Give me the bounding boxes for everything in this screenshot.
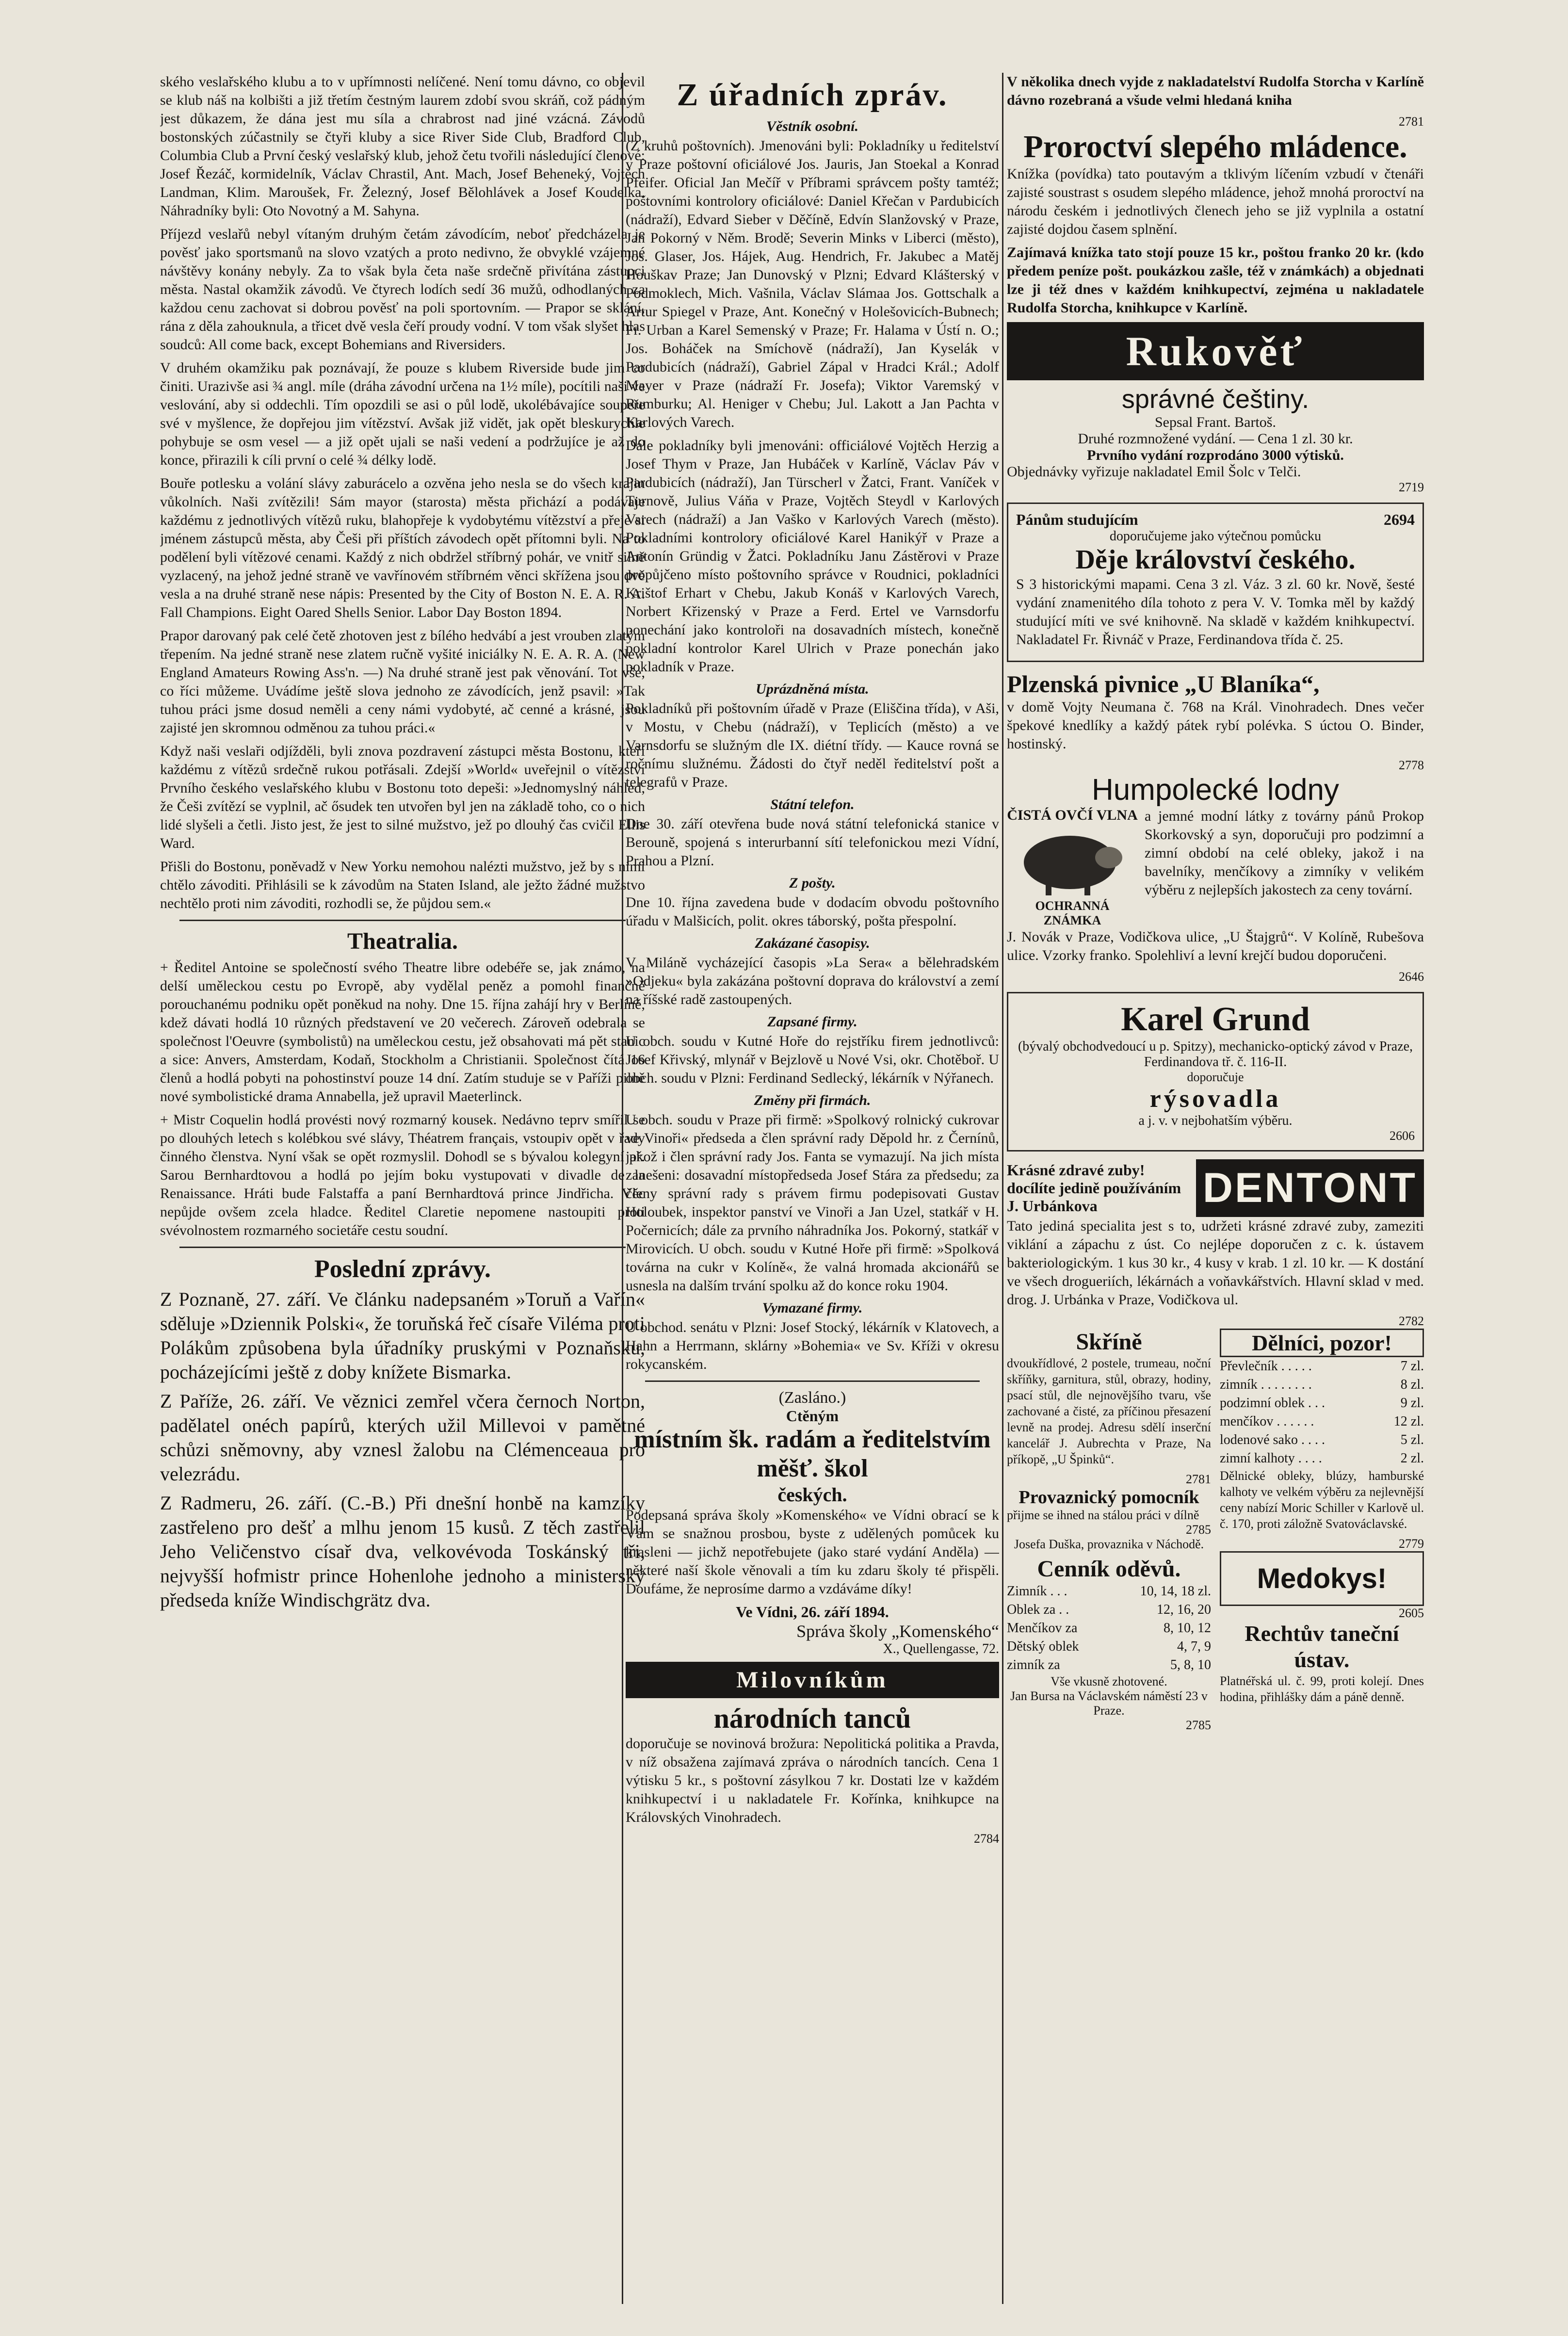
- price-row: [1220, 1357, 1424, 1376]
- product: rýsovadla: [1149, 1085, 1281, 1113]
- article-paragraph: Příjezd veslařů nebyl vítaným druhým četám závodícím, neboť předcházela je pověsť jako sportsmanů na slovo vzatých a proto nedivno, že obvyklé vzájemné návštěvy konány nebyly. Za to však byla četa naše srdečně přivítána zástupci města. Nastal okamžik závodů. Ve čtyrech lodích sedí 36 mužů, odhodlaných za každou cenu zachovat si dobrou pověsť na poli sportovním. — Prapor se sklání, rána z děla zahouknula, a třicet dvě vesla čeří proudy vodní. V tom však slyšet hlas soudců: All come back, except Bohemians and Riversiders.: [160, 226, 645, 353]
- school-ad-title: místním šk. radám a ředitelstvím měšť. škol: [634, 1426, 991, 1482]
- ad-number: 2782: [1399, 1314, 1424, 1328]
- price-row: [1007, 1656, 1211, 1674]
- ad-subtext: doporučujeme jako výtečnou pomůcku: [1109, 529, 1322, 544]
- ad-title: Cenník oděvů.: [1037, 1556, 1181, 1582]
- price-value: 4, 7, 9: [1177, 1639, 1211, 1654]
- ad-number: 2719: [1399, 480, 1424, 494]
- section-divider: [179, 1247, 626, 1248]
- price-label: Menčíkov za: [1007, 1621, 1078, 1636]
- column-left: [160, 73, 645, 1617]
- article-paragraph: ského veslařského klubu a to v upřímnosti nelíčené. Není tomu dávno, co objevil se klub náš na kolbišti a již třetím čestným laurem zdobí svou skráň, což pádným jest důkazem, že dána jest mu síla a chrabrost nad jiné vzácná. Závodů bostonských zúčastnily se čtyři kluby a sice River Side Club, Bradford Club, Columbia Club a První český veslařský klub, jehož četu tvořili následující členové: Josef Řezáč, kormidelník, Václav Chrastil, Ant. Mach, Josef Beheneký, Vojtěch Landman, Klim. Maroušek, Fr. Železný, Josef Bělohlávek a Josef Koudelka. Náhradníky byli: Oto Novotný a M. Sahyna.: [160, 74, 645, 219]
- deje-ad: [1007, 503, 1424, 662]
- ad-number: 2784: [974, 1832, 999, 1846]
- column-right: [1007, 73, 1424, 1733]
- author: Sepsal Frant. Bartoš.: [1155, 414, 1276, 430]
- note: Prvního vydání rozprodáno 3000 výtisků.: [1087, 447, 1344, 463]
- ad-headline: Pánům studujícím: [1016, 511, 1138, 528]
- news-item: Z Radmeru, 26. září. (C.-B.) Při dnešní honbě na kamzíky zastřeleno pro dešť a mlhu jenom 15 kusů. Z těch zastřelil Jeho Veličenstvo císař dva, velkovévoda Toskánský tři, nejvyšší hofmistr prince Hohenlohe jednoho a ministerský předseda kníže Windischgrätz dva.: [160, 1492, 645, 1611]
- ad-left: [1007, 1329, 1211, 1733]
- signature: Správa školy „Komenského“: [796, 1622, 999, 1641]
- subheading: Zapsané firmy.: [767, 1014, 857, 1030]
- section-divider: [179, 920, 626, 921]
- school-ad-subtitle: českých.: [777, 1484, 847, 1506]
- ad-text: Platnéřská ul. č. 99, proti kolejí. Dnes hodina, přihlášky dám a páně denně.: [1220, 1674, 1424, 1704]
- price-label: zimník . . . . . . . .: [1220, 1377, 1312, 1392]
- ad-text: dvoukřídlové, 2 postele, trumeau, noční skříňky, garnitura, stůl, obrazy, hodiny, psací stůl, dle nejnovějšího tvaru, vše zachované a čisté, za příčinou přesazení levně na prodej. Adresu sdělí inserční kancelář J. Aubrechta v Praze, Na příkopě, „U Špinků“.: [1007, 1356, 1211, 1466]
- article-paragraph: Dále pokladníky byli jmenováni: officiálové Vojtěch Herzig a Josef Thym v Praze, Jan Hubáček v Karlíně, Václav Páv v Pardubicích (nádraží), Jan Türscherl v Žatci, Frant. Vaníček v Turnově, Julius Váňa v Praze, Vojtěch Steydl v Karlových Varech (nádraží) a Jan Vaško v Karlových Varech (město). Pokladními kontrolory oficiálové Karel Hanikýř v Praze a Antonín Gründig v Žatci. Pokladníku Janu Zástěrovi v Praze propůjčeno místo poštovního správce v Roudnici, pokladníci Krištof Erhart v Chebu, Jakub Konáš v Karlových Varech, Norbert Křizenský v Praze a Ferd. Ertel ve Varnsdorfu ponechání jako kontroloři na dosavadních místech, konečně pokladní kontrolor Karel Ulrich v Praze ponechán jako pokladník v Praze.: [626, 438, 999, 675]
- humpolec-title: Humpolecké lodny: [1091, 773, 1340, 807]
- subheading: Vymazané firmy.: [762, 1300, 863, 1316]
- address: X., Quellengasse, 72.: [883, 1641, 999, 1656]
- ad-number: 2778: [1399, 758, 1424, 772]
- news-item: Z Paříže, 26. září. Ve věznici zemřel včera černoch Norton, padělatel onéch papírů, kterých užil Millevoi v pamětné schůzi sněmovny, aby vznesl žalobu na Clémenceaua pro velezrádu.: [160, 1390, 645, 1485]
- wool-logo: [1007, 807, 1138, 928]
- ad-title: Provaznický pomocník: [1018, 1487, 1199, 1508]
- price-value: 8, 10, 12: [1164, 1621, 1211, 1636]
- rukovet-subtitle: správné češtiny.: [1121, 385, 1309, 414]
- address-label: Ctěným: [786, 1407, 839, 1425]
- subheading: Věstník osobní.: [766, 118, 859, 134]
- ad-number: 2605: [1399, 1606, 1424, 1620]
- column-rule: [1002, 73, 1003, 2304]
- ad-text: Dělnické obleky, blúzy, hamburské kalhoty ve velkém výběru za nejlevnější ceny nabízí Moric Schiller v Karlově ul. č. 170, proti záložně Svatováclavské.: [1220, 1469, 1424, 1531]
- book-title: Děje království českého.: [1075, 545, 1356, 575]
- article-paragraph: Prapor darovaný pak celé četě zhotoven jest z bílého hedvábí a jest vrouben zlatým třepením. Na jedné straně nese zlatem ručně vyšité iniciálky N. E. A. R. A. (New England Amateurs Rowing Ass'n. —) Na druhé straně jest pak věnování. Tot vše, co říci můžeme. Uvádíme ještě slova jednoho ze závodících, jenž psavil: »Tak tuhou práci jsme dosud neměli a ceny námi vydobyté, ač cenné a krásné, jsou zajisté jen skromnou odměnou za tuhou práci.«: [160, 628, 645, 736]
- order-info: Objednávky vyřizuje nakladatel Emil Šolc v Telči.: [1007, 464, 1301, 480]
- subheading: Uprázdněná místa.: [756, 681, 869, 697]
- section-heading-urad: Z úřadních zpráv.: [677, 77, 948, 113]
- article-paragraph: Dne 10. října zavedena bude v dodacím obvodu poštovního úřadu v Malšicích, polit. okres táborský, pošta přespolní.: [626, 894, 999, 929]
- price-value: 10, 14, 18 zl.: [1140, 1584, 1211, 1599]
- logo-label: ČISTÁ OVČÍ VLNA: [1007, 807, 1138, 823]
- ad-number: 2606: [1390, 1129, 1415, 1143]
- article-paragraph: Pokladníků při poštovním úřadě v Praze (Eliščina třída), v Aši, v Mostu, v Chebu (nádraží), v Teplicích (město) a ve Varnsdorfu se služným dle IX. diétní třídy. — Kauce rovná se ročnímu služnému. Žádosti do čtyř neděl ředitelství pošt a telegrafů v Praze.: [626, 700, 999, 790]
- ad-title: Dělníci, pozor!: [1220, 1329, 1424, 1357]
- dance-ad-title: národních tanců: [713, 1703, 911, 1734]
- price-row: [1007, 1582, 1211, 1601]
- price-label: Převlečník . . . . .: [1220, 1359, 1312, 1374]
- ad-text: J. Novák v Praze, Vodičkova ulice, „U Štajgrů“. V Kolíně, Rubešova ulice. Vzorky franko. Spolehliví a levní krejčí budou doporučeni.: [1007, 929, 1424, 963]
- price-label: Dětský oblek: [1007, 1639, 1079, 1654]
- article-paragraph: V druhém okamžiku pak poznávají, že pouze s klubem Riverside bude jim co činiti. Urazivše asi ¾ angl. míle (dráha závodní určena na 1½ míle), pocítili naši ve veslování, aby si oddechli. Tím opozdili se asi o půl lodě, ukolébávajíce soupeře své v myšlence, že dopřejou jim vítězství. Avšak již vidět, jak opět bleskurychle pohybuje se osm vesel — a již opět ujali se naši vedení a podržujíce je až do konce, přirazili k cíli první o celé ¾ délky lodě.: [160, 360, 645, 468]
- price-value: 5, 8, 10: [1170, 1657, 1211, 1672]
- zaslano-label: (Zasláno.): [778, 1389, 846, 1407]
- ad-number: 2785: [1186, 1718, 1211, 1732]
- rukovet-banner: Rukověť: [1007, 322, 1424, 380]
- price-value: 12, 16, 20: [1157, 1602, 1211, 1617]
- subheading: Z pošty.: [789, 875, 836, 891]
- sheep-icon: [1017, 824, 1128, 896]
- company-desc: (bývalý obchodvedoucí u p. Spitzy), mechanicko-optický závod v Praze, Ferdinandova tř. č. 116-II.: [1018, 1039, 1413, 1070]
- ad-number: 2781: [1399, 114, 1424, 129]
- note: Vše vkusně zhotovené.: [1051, 1674, 1167, 1688]
- ad-text: S 3 historickými mapami. Cena 3 zl. Váz. 3 zl. 60 kr. Nově, šesté vydání znamenitého díla tohoto z pera V. V. Tomka měl by každý studující míti ve své knihovně. Na skladě v každém knihkupectví. Nakladatel Fr. Řivnáč v Praze, Ferdinandova třída č. 25.: [1016, 576, 1415, 648]
- price-value: 5 zl.: [1400, 1432, 1424, 1447]
- price-value: 7 zl.: [1400, 1359, 1424, 1374]
- price-label: zimní kalhoty . . . .: [1220, 1451, 1322, 1466]
- article-paragraph: + Mistr Coquelin hodlá provésti nový rozmarný kousek. Nedávno teprv smířil se po dlouhých letech s kolébkou své slávy, Théatrem français, vstoupiv opět v řady činného členstva. Nyní však se opět rozmyslil. Dohodl se s bývalou kolegyní př. Sarou Bernhardtovou a hodlá po jejím boku vystupovati v divadle de la Renaissance. Hráti bude Falstaffa a paní Bernhardtová prince Jindřicha. Věc nepůjde ovšem zcela hladce. Ředitel Claretie nepomene nastoupiti proti svévolnostem rozmarného societáře cestu soudní.: [160, 1112, 645, 1238]
- article-paragraph: Když naši veslaři odjížděli, byli znova pozdravení zástupci města Bostonu, kteří každému z vítězů srdečně rukou potřásali. Zdejší »World« uveřejnil o vítězství Prvního českého veslařského klubu v Bostonu toto depeši: »Jednomyslný náhled, že Češi zvítězí se vyplnil, ač ősudek ten utvořen byl jen na základě toho, co o nich lidé slyšeli a četli. Jisto jest, že jest to silné mužstvo, jež po dlouhý čas cvičil Ellis Ward.: [160, 743, 645, 851]
- ad-headline: Krásné zdravé zuby! docílíte jedině používáním J. Urbánkova: [1007, 1161, 1181, 1215]
- ad-text: Tato jediná specialita jest s to, udržeti krásné zdravé zuby, zameziti viklání a zápachu z úst. Co nejlépe doporučen z c. k. ústavem bakteriologickým. 1 kus 30 kr., 4 kusy v krab. 1 zl. 10 kr. — K dostání ve všech drogueriích, lékárnách a voňavkářstvích. Hlavní sklad v med. drog. J. Urbánka v Praze, Vodičkova ul.: [1007, 1218, 1424, 1308]
- ad-text: přijme se ihned na stálou práci v dílně: [1007, 1508, 1199, 1522]
- news-item: Z Poznaně, 27. září. Ve článku nadepsaném »Toruň a Vařín« sděluje »Dziennik Polski«, že toruňská řeč císaře Viléma proti Polákům způsobena byla úřadníky pruskými v Poznaňsku, pocházejícími ještě z doby knížete Bismarka.: [160, 1288, 645, 1383]
- ad-title: Rechtův taneční ústav.: [1245, 1621, 1399, 1672]
- book-title: Proroctví slepého mládence.: [1023, 129, 1407, 164]
- subheading: Zakázané časopisy.: [755, 935, 870, 951]
- ad-text: v domě Vojty Neumana č. 768 na Král. Vinohradech. Dnes večer špekové knedlíky a každý pátek rybí polévka. S úctou O. Binder, hostinský.: [1007, 699, 1424, 752]
- subheading: Změny při firmách.: [754, 1092, 871, 1108]
- ad-number: 2694: [1384, 511, 1415, 528]
- price-value: 2 zl.: [1400, 1451, 1424, 1466]
- price-row: [1220, 1394, 1424, 1412]
- price-label: Zimník . . .: [1007, 1584, 1067, 1599]
- price-list: [1220, 1357, 1424, 1468]
- article-paragraph: U obch. soudu v Praze při firmě: »Spolkový rolnický cukrovar ve Vinoři« předseda a člen správní rady Děpold hr. z Černínů, jakož i člen správní rady Jos. Fanta se vymazují. Na jich místa zanešeni: dosavadní místopředseda Josef Stára za předsedu; za členy správní rady s právem firmu podepisovati Gustav Holoubek, inspektor panství ve Vinoři a Jan Uzel, statkář v H. Počernicích; dále za prvního náhradníka Jos. Pokorný, statkář v Mirovicích. U obch. soudu v Kutné Hoře při firmě: »Spolková továrna na cukr v Kolíně«, že valná hromada akcionářů se usnesla na dalším trvání spolku až do konce roku 1904.: [626, 1112, 999, 1294]
- article-paragraph: V Miláně vycházející časopis »La Sera« a bělehradském »Odjeku« byla zakázána poštovní doprava do království a zemí na říšské radě zastoupených.: [626, 955, 999, 1007]
- article-paragraph: U obch. soudu v Kutné Hoře do rejstříku firem jednotlivců: Josef Křivský, mlynář v Bejzlově u Nové Vsi, okr. Chotěboř. U obch. soudu v Plzni: Ferdinand Sedlecký, lékárník v Nýřanech.: [626, 1033, 999, 1086]
- dateline: Ve Vídni, 26. září 1894.: [736, 1603, 889, 1621]
- price-row: [1007, 1601, 1211, 1619]
- signature: Jan Bursa na Václavském náměstí 23 v Praze.: [1010, 1689, 1208, 1718]
- price-row: [1007, 1638, 1211, 1656]
- ad-number: 2779: [1399, 1537, 1424, 1551]
- ad-text: Zajímavá knížka tato stojí pouze 15 kr., poštou franko 20 kr. (kdo předem peníze pošt. poukázkou zašle, též v známkách) a objednati lze ji též dnes v každém knihkupectví, zejména u nakladatele Rudolfa Storcha, knihkupce v Karlíně.: [1007, 244, 1424, 316]
- price-row: [1220, 1449, 1424, 1468]
- ad-number: 2646: [1399, 970, 1424, 984]
- ad-number: 2781: [1186, 1472, 1211, 1486]
- ad-subtext: a j. v. v nejbohatším výběru.: [1138, 1113, 1293, 1128]
- dentont-logo: DENTONT: [1196, 1159, 1424, 1217]
- price-value: 12 zl.: [1393, 1414, 1424, 1429]
- grund-ad: [1007, 992, 1424, 1152]
- article-paragraph: + Ředitel Antoine se společností svého Theatre libre odebéře se, jak známo, na delší uměleckou cestu po Evropě, aby vydělal peněz a pomohl finančně porouchanému podniku opět poněkud na nohy. Dne 15. října zahájí hry v Berlíně, kdež dávati hodlá 10 různých představení ve 20 večerech. Zároveň odebrala se společnost l'Oeuvre (symbolistů) na uměleckou cestu, jež obsahovati má pět stanic a sice: Anvers, Amsterdam, Kodaň, Stockholm a Christianii. Společnost čítá 16 členů a hodlá pobyti na pohostinství pouze 14 dní. Zatím studuje se v Paříži pilně nové symbolistické drama Annabella, jež upravil Maeterlinck.: [160, 959, 645, 1104]
- company-name: Karel Grund: [1121, 1001, 1310, 1038]
- price-row: [1220, 1431, 1424, 1449]
- price-value: 9 zl.: [1400, 1395, 1424, 1411]
- price-label: zimník za: [1007, 1657, 1060, 1672]
- ad-text: a jemné modní látky z továrny pánů Prokop Skorkovský a syn, doporučuji pro podzimní a zimní období na celé obleky, jakož i na bavelníky, menčíkovy a zimníky v velikém výběru z nejlepších jakostech za ceny tovární.: [1145, 808, 1424, 898]
- section-divider: [645, 1380, 980, 1382]
- logo-label: OCHRANNÁ ZNÁMKA: [1035, 899, 1110, 927]
- article-paragraph: Přišli do Bostonu, poněvadž v New Yorku nemohou nalézti mužstvo, jež by s nimi chtělo závoditi. Přihlásili se k závodům na Staten Island, ale ježto žádné mužstvo nechtělo proti nim závoditi, rozhodli se, že půjdou sem.«: [160, 859, 645, 911]
- price-row: [1220, 1412, 1424, 1431]
- article-paragraph: Bouře potlesku a volání slávy zaburácelo a ozvěna jeho nesla se do všech krajin vůkolních. Naši zvítězili! Sám mayor (starosta) města přichází a podávaje každému z jednotlivých vítězů ruku, blahopřeje k vydobytému vítězství a přeje si jménem zástupců města, aby Češi při příštích závodech opět přítomni byli. Na to podělení byli vítězové cenami. Každý z nich obdržel stříbrný pohár, ve vnitř silně vyzlacený, na jehož jedné straně ve vavřínovém stříbrném věnci skřížena jsou dvě vesla a na druhé straně nese nápis: Presented by the City of Boston N. E. A. R. A. Fall Champions. Eight Oared Shells Senior. Labor Day Boston 1894.: [160, 475, 645, 620]
- medokys-logo: Medokys!: [1220, 1551, 1424, 1606]
- ad-title: Skříně: [1076, 1329, 1142, 1355]
- dance-ad-banner: Milovníkům: [626, 1662, 999, 1698]
- section-heading-theatralia: Theatralia.: [347, 928, 458, 954]
- ad-number: 2785: [1186, 1523, 1211, 1537]
- price-label: Oblek za . .: [1007, 1602, 1069, 1617]
- column-middle: [626, 73, 999, 1846]
- price: Druhé rozmnožené vydání. — Cena 1 zl. 30 kr.: [1078, 431, 1353, 447]
- price-row: [1007, 1619, 1211, 1638]
- signature: Josefa Duška, provaznika v Náchodě.: [1014, 1537, 1204, 1551]
- price-label: menčíkov . . . . . .: [1220, 1414, 1314, 1429]
- ad-text: V několika dnech vyjde z nakladatelství Rudolfa Storcha v Karlíně dávno rozebraná a všude velmi hledaná kniha: [1007, 74, 1424, 108]
- article-paragraph: U obchod. senátu v Plzni: Josef Stocký, lékárník v Klatovech, a Hahn a Herrmann, sklárny »Bohemia« ve Sv. Kříži v okresu rokycanském.: [626, 1319, 999, 1372]
- article-paragraph: (Z kruhů poštovních). Jmenováni byli: Pokladníky u ředitelství v Praze poštovní oficiálové Jos. Jauris, Jan Stoekal a Konrad Pfeifer. Oficial Jan Mečíř v Příbrami správcem pošty tamtéž; poštovními kontrolory oficiálové: Daniel Křečan v Pardubicích (nádraží), Edvard Sieber v Děčíně, Edvín Slanžovský v Praze, Jan Pokorný v Něm. Brodě; Severin Minks v Liberci (město), Jos. Glaser, Jos. Hájek, Aug. Hendrich, Fr. Jakubec a Matěj Houškav Praze; Jan Dunovský v Plzni; Edvard Klášterský v Podmoklech, Mich. Vašnila, Václav Slámaa Jos. Gottschalk a Artur Spiegel v Praze, Ant. Konečný v Holešovicích-Bubnech; Fr. Urban a Karel Semenský v Praze; Fr. Halama v Ústí n. O.; Jos. Boháček na Smíchově (nádraží), Jan Kyselák v Pardubicích (nádraží), Gabriel Zápal v Hradci Král.; Adolf Mayer v Praze (nádraží Fr. Josefa); Viktor Varemský v Rumburku; Al. Heniger v Chebu; Jul. Lakott a Jan Pachta v Karlových Varech.: [626, 138, 999, 430]
- article-paragraph: Podepsaná správa školy »Komenského« ve Vídni obrací se k Vám se snažnou prosbou, byste z udělených pomůcek ku krasleni — jichž nepotřebujete (jako staré vydání Anděla) — některé naší škole věnovali a tím ku zdaru školy té přispěli. Doufáme, že neprosíme darmo a vzdáváme díky!: [626, 1507, 999, 1597]
- section-heading-posledni: Poslední zprávy.: [314, 1255, 491, 1283]
- pub-title: Plzenská pivnice „U Blaníka“,: [1007, 670, 1320, 698]
- ad-subtext: doporučuje: [1187, 1070, 1244, 1084]
- article-paragraph: doporučuje se novinová brožura: Nepolitická politika a Pravda, v níž obsažena zajímavá zpráva o národních tancích. Cena 1 výtisku 5 kr., s poštovní zásylkou 7 kr. Dostati lze v každém knihkupectví i u nakladatele Fr. Kořínka, knihkupce na Královských Vinohradech.: [626, 1736, 999, 1825]
- ad-text: Knížka (povídka) tato poutavým a tklivým líčením vzbudí v čtenáři zajisté soustrast s osudem slepého mládence, jehož mnohá proroctví na národu českém i jednotlivých členech jeho se již vyplnila a ostatní zajisté dojdou časem splnění.: [1007, 166, 1424, 237]
- price-label: lodenové sako . . . .: [1220, 1432, 1325, 1447]
- article-paragraph: Dne 30. září otevřena bude nová státní telefonická stanice v Berouně, spojená s interurbanní sítí telefonickou mezi Vídní, Prahou a Plzní.: [626, 816, 999, 869]
- price-label: podzimní oblek . . .: [1220, 1395, 1325, 1411]
- price-list: [1007, 1582, 1211, 1674]
- price-row: [1220, 1376, 1424, 1394]
- subheading: Státní telefon.: [770, 796, 855, 812]
- price-value: 8 zl.: [1400, 1377, 1424, 1392]
- ad-right: [1220, 1329, 1424, 1733]
